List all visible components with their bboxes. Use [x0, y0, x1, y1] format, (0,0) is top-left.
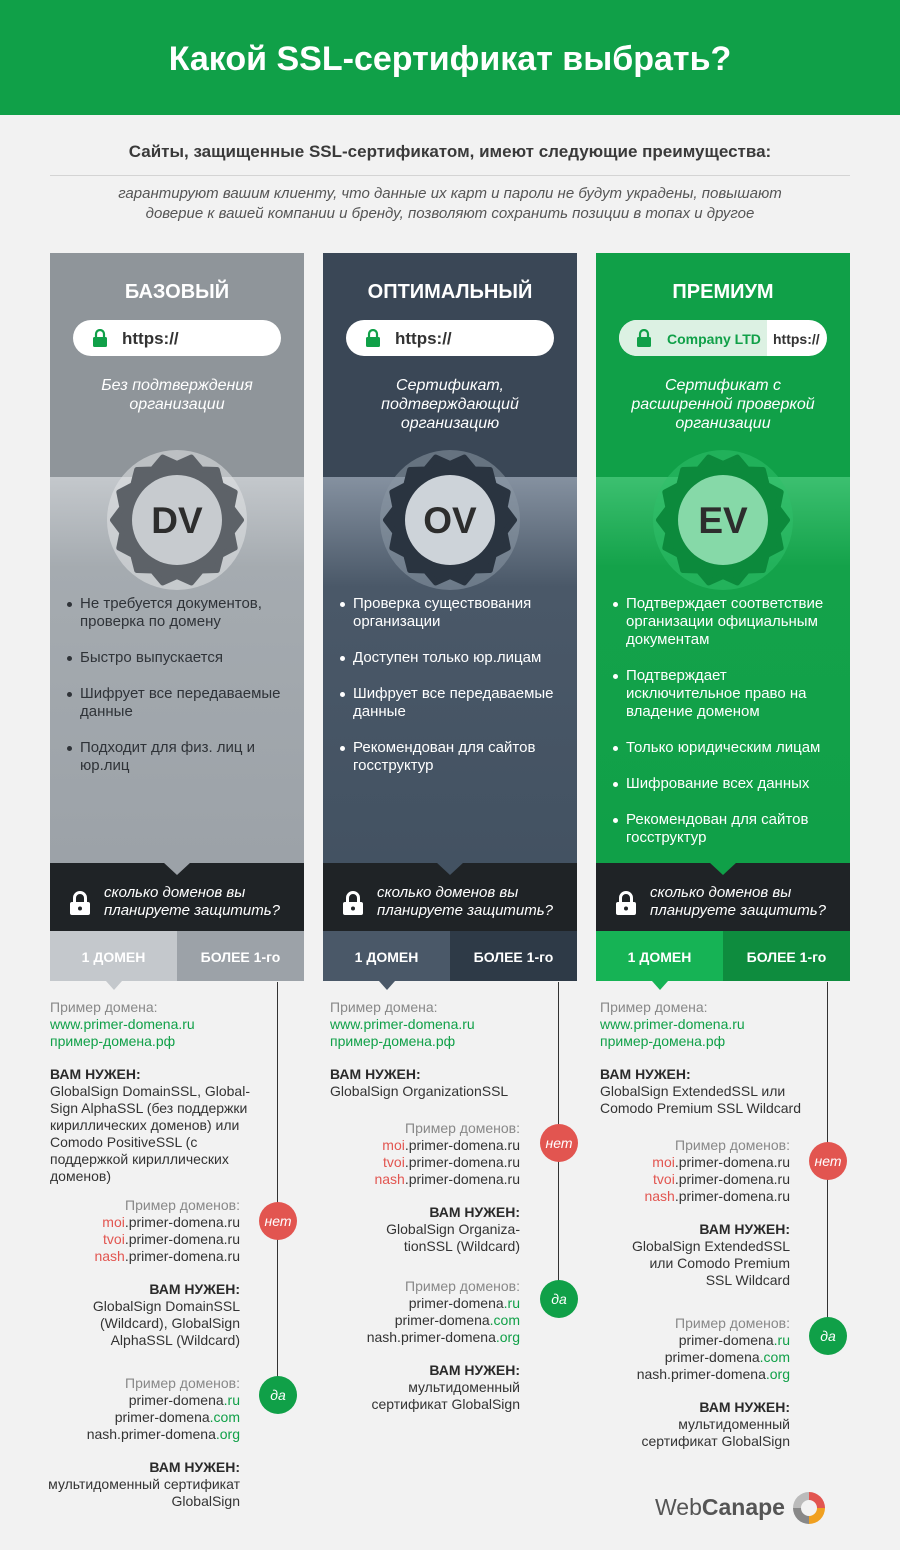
need-text: мультидоменный сертификат GlobalSign [48, 1476, 240, 1509]
domain-row [40, 1426, 240, 1443]
badge-label: OV [423, 500, 477, 541]
no-badge: нет [540, 1124, 578, 1162]
yes-badge: да [259, 1376, 297, 1414]
feature-item: Не требуется документов, проверка по домену [80, 595, 286, 631]
example-domain: пример-домена.рф [330, 1033, 456, 1049]
lock-icon [366, 329, 380, 347]
feature-item: Шифрование всех данных [626, 775, 832, 793]
domain-row [40, 1409, 240, 1426]
yes-badge: да [809, 1317, 847, 1355]
single-domain-recommendation [50, 1066, 260, 1185]
feature-item: Рекомендован для сайтов госструктур [353, 739, 559, 775]
company-segment [619, 320, 767, 356]
example-domain: www.primer-domena.ru [600, 1016, 745, 1032]
need-label: ВАМ НУЖЕН: [149, 1459, 240, 1475]
feature-item: Подтверждает соответствие организации официальным документам [626, 595, 832, 649]
single-domain-recommendation [330, 1066, 540, 1100]
domain-rest: .primer-domena.ru [124, 1231, 240, 1247]
tab-multiple-domains[interactable]: БОЛЕЕ 1-го [450, 931, 577, 981]
domain-row [590, 1171, 790, 1188]
multi-domain-list [320, 1295, 520, 1346]
domain-row [320, 1137, 520, 1154]
multi-domain-recommendation [40, 1459, 240, 1510]
feature-item: Шифрует все передаваемые данные [353, 685, 559, 721]
feature-item: Шифрует все передаваемые данные [80, 685, 286, 721]
wildcard-domain-list [320, 1137, 520, 1188]
column-subtitle: Без подтверждения организации [101, 377, 253, 413]
tab-one-domain[interactable]: 1 ДОМЕН [50, 931, 177, 981]
domain-row [590, 1366, 790, 1383]
url-text: https:// [122, 329, 179, 348]
lock-icon [93, 329, 107, 347]
yes-badge: да [540, 1280, 578, 1318]
no-badge: нет [259, 1202, 297, 1240]
example-label: Пример доменов: [125, 1375, 240, 1391]
tab-one-domain[interactable]: 1 ДОМЕН [323, 931, 450, 981]
domain-rest: .primer-domena.ru [674, 1154, 790, 1170]
wildcard-recommendation [370, 1204, 520, 1255]
domain-tld: .com [209, 1409, 240, 1425]
feature-item: Рекомендован для сайтов госструктур [626, 811, 832, 847]
multi-domain-example [40, 1375, 240, 1443]
domain-row [40, 1248, 240, 1265]
subdomain: tvoi [653, 1171, 675, 1187]
domain-base: primer-domena [408, 1295, 504, 1311]
column-ov [323, 253, 577, 863]
domain-row [320, 1295, 520, 1312]
domain-row [320, 1312, 520, 1329]
need-label: ВАМ НУЖЕН: [50, 1066, 141, 1082]
domain-row [320, 1154, 520, 1171]
domain-base: primer-domena [678, 1332, 774, 1348]
domain-tld: .com [759, 1349, 790, 1365]
domain-base: nash.primer-domena [86, 1426, 216, 1442]
example-domain: www.primer-domena.ru [330, 1016, 475, 1032]
company-name: Company LTD [667, 331, 761, 347]
domain-base: primer-domena [664, 1349, 760, 1365]
multi-domain-recommendation [610, 1399, 790, 1450]
need-text: GlobalSign DomainSSL, Global-Sign AlphaSSL (без поддержки кириллических доменов) или Comodo PositiveSSL (с поддержкой кириллических доменов) [50, 1083, 250, 1184]
column-subtitle: Сертификат с расширенной проверкой организации [631, 377, 815, 432]
header [0, 0, 900, 115]
column-dv [50, 253, 304, 863]
intro-title: Сайты, защищенные SSL-сертификатом, имеют следующие преимущества: [128, 142, 772, 161]
example-domain: пример-домена.рф [50, 1033, 176, 1049]
lock-icon [343, 891, 363, 915]
domain-rest: .primer-domena.ru [674, 1171, 790, 1187]
url-text: https:// [395, 329, 452, 348]
domain-base: primer-domena [394, 1312, 490, 1328]
domain-base: primer-domena [114, 1409, 210, 1425]
intro-divider [50, 175, 850, 176]
domain-row [320, 1329, 520, 1346]
tab-multiple-domains[interactable]: БОЛЕЕ 1-го [177, 931, 304, 981]
wildcard-example [590, 1137, 790, 1205]
need-text: GlobalSign OrganizationSSL [330, 1083, 509, 1099]
need-label: ВАМ НУЖЕН: [330, 1066, 421, 1082]
question-bar [596, 863, 850, 931]
wildcard-domain-list [40, 1214, 240, 1265]
subdomain: nash [94, 1248, 125, 1264]
domain-rest: .primer-domena.ru [404, 1137, 520, 1153]
subdomain: tvoi [383, 1154, 405, 1170]
example-label: Пример домена: [330, 999, 438, 1015]
domain-tld: .com [489, 1312, 520, 1328]
domain-rest: .primer-domena.ru [674, 1188, 790, 1204]
feature-list [626, 595, 832, 863]
single-domain-example [330, 999, 540, 1050]
column-subtitle: Сертификат, подтверждающий организацию [381, 377, 519, 432]
logo-text [655, 1494, 785, 1521]
domain-rest: .primer-domena.ru [124, 1248, 240, 1264]
example-domain: www.primer-domena.ru [50, 1016, 195, 1032]
column-title: БАЗОВЫЙ [124, 281, 230, 303]
url-bar [619, 320, 827, 356]
column-ev [596, 253, 850, 863]
domain-base: nash.primer-domena [636, 1366, 766, 1382]
tab-multiple-domains[interactable]: БОЛЕЕ 1-го [723, 931, 850, 981]
subdomain: moi [382, 1137, 405, 1153]
subdomain: moi [102, 1214, 125, 1230]
domain-count-tabs [596, 931, 850, 981]
feature-list [353, 595, 559, 793]
lock-icon [637, 329, 651, 347]
domain-base: primer-domena [128, 1392, 224, 1408]
multi-domain-list [40, 1392, 240, 1443]
wildcard-recommendation [40, 1281, 240, 1349]
need-text: мультидоменный сертификат GlobalSign [641, 1416, 790, 1449]
page-title: Какой SSL-сертификат выбрать? [168, 40, 732, 78]
wildcard-domain-list [590, 1154, 790, 1205]
domain-tld: .ru [773, 1332, 790, 1348]
feature-item: Доступен только юр.лицам [353, 649, 559, 667]
feature-item: Подтверждает исключительное право на владение доменом [626, 667, 832, 721]
multi-domain-example [320, 1278, 520, 1346]
example-label: Пример доменов: [675, 1137, 790, 1153]
need-text: GlobalSign ExtendedSSL или Comodo Premium SSL Wildcard [632, 1238, 790, 1288]
example-domain: пример-домена.рф [600, 1033, 726, 1049]
domain-row [40, 1231, 240, 1248]
need-text: GlobalSign DomainSSL (Wildcard), GlobalSign AlphaSSL (Wildcard) [92, 1298, 240, 1348]
multi-domain-example [590, 1315, 790, 1383]
feature-list [80, 595, 286, 793]
subdomain: moi [652, 1154, 675, 1170]
domain-row [40, 1392, 240, 1409]
domain-tld: .ru [223, 1392, 240, 1408]
feature-item: Быстро выпускается [80, 649, 286, 667]
domain-row [590, 1188, 790, 1205]
logo-text-part1: Web [655, 1494, 702, 1520]
domain-rest: .primer-domena.ru [124, 1214, 240, 1230]
single-domain-example [50, 999, 260, 1050]
domain-tld: .org [765, 1366, 790, 1382]
example-label: Пример домена: [600, 999, 708, 1015]
subdomain: tvoi [103, 1231, 125, 1247]
question-bar [323, 863, 577, 931]
logo-text-part2: Canape [701, 1494, 785, 1520]
domain-tld: .org [495, 1329, 520, 1345]
domain-row [590, 1154, 790, 1171]
tab-one-domain[interactable]: 1 ДОМЕН [596, 931, 723, 981]
domain-rest: .primer-domena.ru [404, 1171, 520, 1187]
question-text: сколько доменов вы планируете защитить? [650, 884, 826, 919]
wildcard-recommendation [620, 1221, 790, 1289]
no-badge: нет [809, 1142, 847, 1180]
need-label: ВАМ НУЖЕН: [699, 1399, 790, 1415]
feature-item: Только юридическим лицам [626, 739, 832, 757]
badge-label: EV [698, 500, 748, 541]
logo-mark-icon [791, 1490, 827, 1526]
need-label: ВАМ НУЖЕН: [429, 1204, 520, 1220]
need-text: GlobalSign Organiza-tionSSL (Wildcard) [386, 1221, 520, 1254]
example-label: Пример домена: [50, 999, 158, 1015]
lock-icon [616, 891, 636, 915]
domain-tld: .org [215, 1426, 240, 1442]
url-bar [346, 320, 554, 356]
need-label: ВАМ НУЖЕН: [600, 1066, 691, 1082]
question-text: сколько доменов вы планируете защитить? [104, 884, 280, 919]
need-text: мультидоменный сертификат GlobalSign [371, 1379, 520, 1412]
column-title: ОПТИМАЛЬНЫЙ [367, 281, 533, 303]
example-label: Пример доменов: [405, 1120, 520, 1136]
need-text: GlobalSign ExtendedSSL или Comodo Premium SSL Wildcard [600, 1083, 801, 1116]
single-domain-recommendation [600, 1066, 820, 1117]
need-label: ВАМ НУЖЕН: [699, 1221, 790, 1237]
feature-item: Подходит для физ. лиц и юр.лиц [80, 739, 286, 775]
lock-icon [70, 891, 90, 915]
url-text: https:// [773, 331, 820, 347]
intro-text: гарантируют вашим клиенту, что данные их карт и пароли не будут украдены, повышают доверие к вашей компании и бренду, позволяют сохранить позиции в топах и другое [118, 185, 782, 222]
subdomain: nash [644, 1188, 675, 1204]
single-domain-example [600, 999, 820, 1050]
example-label: Пример доменов: [125, 1197, 240, 1213]
domain-count-tabs [323, 931, 577, 981]
domain-count-tabs [50, 931, 304, 981]
question-text: сколько доменов вы планируете защитить? [377, 884, 553, 919]
url-bar [73, 320, 281, 356]
badge-label: DV [151, 500, 203, 541]
domain-row [590, 1349, 790, 1366]
wildcard-example [40, 1197, 240, 1265]
wildcard-example [320, 1120, 520, 1188]
subdomain: nash [374, 1171, 405, 1187]
example-label: Пример доменов: [675, 1315, 790, 1331]
column-title: ПРЕМИУМ [672, 281, 774, 303]
flow-line [277, 982, 278, 1402]
domain-base: nash.primer-domena [366, 1329, 496, 1345]
question-bar [50, 863, 304, 931]
multi-domain-list [590, 1332, 790, 1383]
need-label: ВАМ НУЖЕН: [429, 1362, 520, 1378]
domain-row [40, 1214, 240, 1231]
domain-rest: .primer-domena.ru [404, 1154, 520, 1170]
example-label: Пример доменов: [405, 1278, 520, 1294]
domain-tld: .ru [503, 1295, 520, 1311]
domain-row [590, 1332, 790, 1349]
domain-row [320, 1171, 520, 1188]
multi-domain-recommendation [340, 1362, 520, 1413]
need-label: ВАМ НУЖЕН: [149, 1281, 240, 1297]
feature-item: Проверка существования организации [353, 595, 559, 631]
